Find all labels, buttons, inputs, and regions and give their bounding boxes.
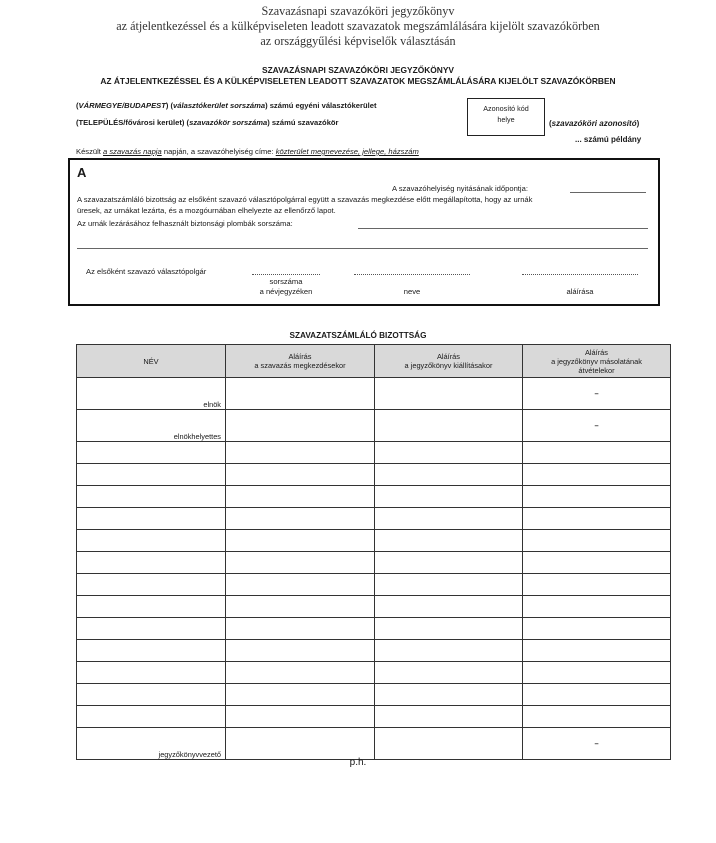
member-name-cell[interactable]: elnök — [77, 378, 226, 410]
name-caption: neve — [403, 287, 421, 296]
col-header-sign-report: Aláírás a jegyzőkönyv kiállításakor — [375, 345, 523, 378]
county-field: VÁRMEGYE/BUDAPEST — [78, 101, 166, 110]
table-row — [77, 508, 671, 530]
signature-report-cell[interactable] — [375, 618, 523, 640]
signature-copy-cell[interactable] — [523, 552, 671, 574]
member-name-cell[interactable] — [77, 508, 226, 530]
signature-copy-cell[interactable] — [523, 486, 671, 508]
signature-copy-cell[interactable]: – — [523, 410, 671, 442]
signature-report-cell[interactable] — [375, 552, 523, 574]
table-row — [77, 410, 671, 442]
signature-copy-cell[interactable] — [523, 508, 671, 530]
seals-label: Az urnák lezárásához felhasznált biztonsági plombák sorszáma: — [77, 219, 293, 228]
opening-time-field[interactable] — [570, 192, 646, 193]
made-mid: napján, a szavazóhelyiség címe: — [163, 147, 274, 156]
member-name-cell[interactable] — [77, 618, 226, 640]
member-name-cell[interactable]: jegyzőkönyvvezető — [77, 728, 226, 760]
signature-report-cell[interactable] — [375, 442, 523, 464]
member-name-cell[interactable] — [77, 486, 226, 508]
first-voter-signature-field[interactable] — [522, 274, 638, 275]
col-header-sign-start: Aláírás a szavazás megkezdésekor — [226, 345, 375, 378]
id-code-place: helye — [497, 115, 515, 124]
signature-report-cell[interactable] — [375, 728, 523, 760]
member-name-cell[interactable] — [77, 640, 226, 662]
title-line-1: SZAVAZÁSNAPI SZAVAZÓKÖRI JEGYZŐKÖNYV — [261, 65, 454, 75]
signature-copy-cell[interactable] — [523, 640, 671, 662]
signature-start-cell[interactable] — [226, 684, 375, 706]
district-suffix: számú egyéni választókerület — [269, 101, 377, 110]
table-row — [77, 684, 671, 706]
precinct-number-field: szavazókör sorszáma — [189, 118, 268, 127]
made-prefix: Készült — [76, 147, 101, 156]
signature-copy-cell[interactable] — [523, 530, 671, 552]
number-caption: sorszáma — [269, 277, 303, 286]
signature-copy-cell[interactable] — [523, 662, 671, 684]
settlement-line: (TELEPÜLÉS/fővárosi kerület) (szavazókör sorszáma) számú szavazókör — [76, 118, 339, 127]
signature-report-cell[interactable] — [375, 574, 523, 596]
member-name-cell[interactable] — [77, 596, 226, 618]
date-field: a szavazás napja — [103, 147, 162, 156]
seals-field[interactable] — [358, 228, 648, 229]
table-row — [77, 552, 671, 574]
member-name-cell[interactable] — [77, 552, 226, 574]
signature-caption: aláírása — [566, 287, 594, 296]
signature-start-cell[interactable] — [226, 486, 375, 508]
signature-copy-cell[interactable] — [523, 464, 671, 486]
signature-start-cell[interactable] — [226, 410, 375, 442]
member-name-cell[interactable] — [77, 706, 226, 728]
member-name-cell[interactable] — [77, 574, 226, 596]
form-header — [0, 4, 716, 49]
member-name-cell[interactable] — [77, 684, 226, 706]
signature-copy-cell[interactable]: – — [523, 378, 671, 410]
signature-start-cell[interactable] — [226, 530, 375, 552]
col-header-sign-copy: Aláírás a jegyzőkönyv másolatának átvételekor — [523, 345, 671, 378]
signature-report-cell[interactable] — [375, 596, 523, 618]
signature-report-cell[interactable] — [375, 464, 523, 486]
table-row — [77, 618, 671, 640]
table-row — [77, 486, 671, 508]
first-voter-label: Az elsőként szavazó választópolgár — [86, 267, 207, 276]
table-row — [77, 662, 671, 684]
signature-start-cell[interactable] — [226, 378, 375, 410]
made-line — [76, 147, 419, 157]
signature-report-cell[interactable] — [375, 662, 523, 684]
stamp-placeholder: p.h. — [349, 757, 367, 768]
signature-copy-cell[interactable] — [523, 442, 671, 464]
id-code-label: Azonosító kód — [483, 104, 529, 113]
section-a-text-1: A szavazatszámláló bizottság az elsőként szavazó választópolgárral együtt a szavazás megkezdése előtt megállapította, hogy az urnák — [77, 195, 533, 204]
signature-report-cell[interactable] — [375, 486, 523, 508]
address-field: közterület megnevezése, jellege, házszám — [275, 147, 419, 156]
signature-start-cell[interactable] — [226, 508, 375, 530]
signature-report-cell[interactable] — [375, 706, 523, 728]
signature-report-cell[interactable] — [375, 684, 523, 706]
opening-time-label: A szavazóhelyiség nyitásának időpontja: — [392, 184, 528, 193]
table-row — [77, 596, 671, 618]
table-row — [77, 378, 671, 410]
signature-report-cell[interactable] — [375, 530, 523, 552]
signature-start-cell[interactable] — [226, 662, 375, 684]
signature-start-cell[interactable] — [226, 464, 375, 486]
signature-report-cell[interactable] — [375, 410, 523, 442]
header-line-1: Szavazásnapi szavazóköri jegyzőkönyv — [261, 4, 455, 18]
signature-copy-cell[interactable] — [523, 684, 671, 706]
table-row — [77, 530, 671, 552]
member-name-cell[interactable] — [77, 464, 226, 486]
precinct-suffix: számú szavazókör — [271, 118, 339, 127]
table-row — [77, 574, 671, 596]
signature-start-cell[interactable] — [226, 552, 375, 574]
district-number-field: választókerület sorszáma — [173, 101, 266, 110]
district-line: (VÁRMEGYE/BUDAPEST) (választókerület sorszáma) számú egyéni választókerület — [76, 101, 377, 110]
title-line-2: AZ ÁTJELENTKEZÉSSEL ÉS A KÜLKÉPVISELETEN LEADOTT SZAVAZATOK MEGSZÁMLÁLÁSÁRA KIJELÖLT SZAVAZÓKÖRBEN — [100, 76, 616, 86]
signature-copy-cell[interactable] — [523, 618, 671, 640]
signature-report-cell[interactable] — [375, 508, 523, 530]
id-code-box — [467, 98, 545, 136]
seals-field-line-2[interactable] — [77, 248, 648, 249]
signature-start-cell[interactable] — [226, 442, 375, 464]
signature-start-cell[interactable] — [226, 728, 375, 760]
settlement-field: TELEPÜLÉS/fővárosi kerület — [78, 118, 182, 127]
table-row — [77, 640, 671, 662]
signature-report-cell[interactable] — [375, 378, 523, 410]
first-voter-name-field[interactable] — [354, 274, 470, 275]
signature-start-cell[interactable] — [226, 574, 375, 596]
col-header-name: NÉV — [77, 345, 226, 378]
signature-copy-cell[interactable] — [523, 706, 671, 728]
signature-copy-cell[interactable] — [523, 574, 671, 596]
committee-title: SZAVAZATSZÁMLÁLÓ BIZOTTSÁG — [289, 331, 427, 340]
signature-copy-cell[interactable]: – — [523, 728, 671, 760]
signature-report-cell[interactable] — [375, 640, 523, 662]
member-name-cell[interactable] — [77, 530, 226, 552]
member-name-cell[interactable]: elnökhelyettes — [77, 410, 226, 442]
precinct-id-line: (szavazóköri azonosító) — [549, 119, 640, 128]
header-line-3: az országgyűlési képviselők választásán — [260, 34, 456, 48]
table-row — [77, 728, 671, 760]
table-row — [77, 464, 671, 486]
section-a-text-2: üresek, az urnákat lezárta, és a mozgóurnában elhelyezte az ellenőrző lapot. — [77, 206, 336, 215]
header-line-2: az átjelentkezéssel és a külképviseleten leadott szavazatok megszámlálására kijelölt szavazókörben — [116, 19, 600, 33]
signature-start-cell[interactable] — [226, 706, 375, 728]
table-row — [77, 706, 671, 728]
signature-start-cell[interactable] — [226, 596, 375, 618]
committee-rows — [77, 378, 671, 760]
signature-copy-cell[interactable] — [523, 596, 671, 618]
table-row — [77, 442, 671, 464]
member-name-cell[interactable] — [77, 442, 226, 464]
first-voter-number-field[interactable] — [252, 274, 320, 275]
signature-start-cell[interactable] — [226, 640, 375, 662]
copy-number: ... számú példány — [575, 135, 642, 144]
precinct-id-field: szavazóköri azonosító — [551, 119, 637, 128]
number-caption-2: a névjegyzéken — [259, 287, 313, 296]
committee-table — [76, 344, 671, 760]
section-a-letter: A — [77, 165, 87, 180]
member-name-cell[interactable] — [77, 662, 226, 684]
section-a-box — [68, 158, 660, 306]
signature-start-cell[interactable] — [226, 618, 375, 640]
